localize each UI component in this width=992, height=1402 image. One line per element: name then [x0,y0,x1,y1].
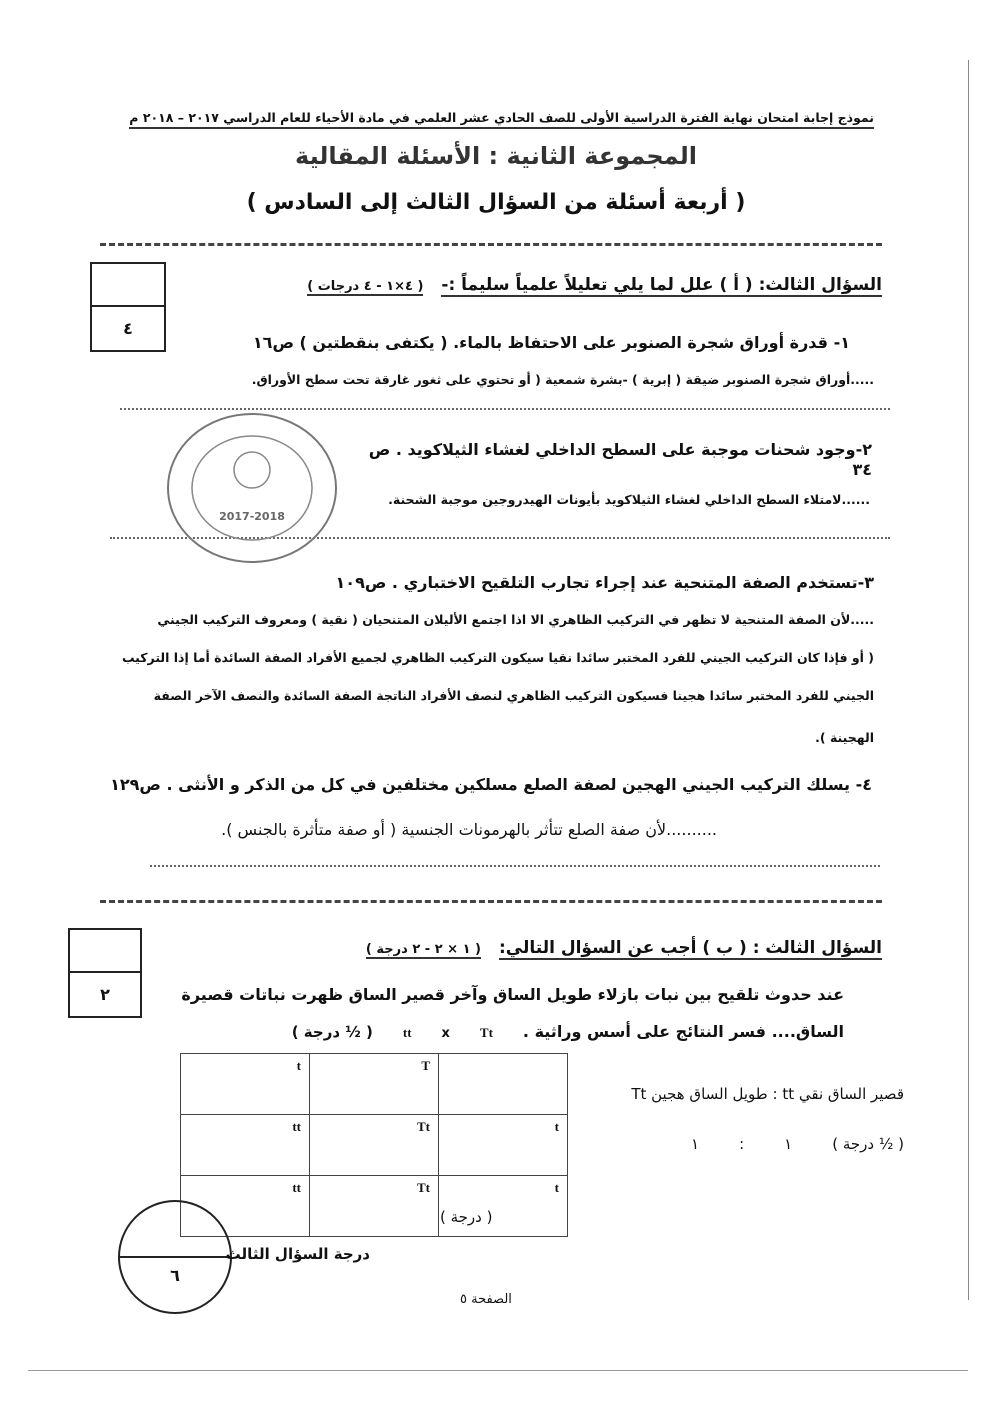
q3a-answer-3-cont: ( أو فإذا كان التركيب الجيني للفرد المختبر سائدا نقيا سيكون التركيب الظاهري لجميع الأفراد الصفة السائدة أما إذا التركيب [121,650,874,665]
punnett-cell: Tt [310,1115,439,1176]
punnett-cell: t [181,1054,310,1115]
answer-line [150,865,880,867]
q3a-answer-4: ..........لأن صفة الصلع تتأثر بالهرمونات الجنسية ( أو صفة متأثرة بالجنس ). [221,820,717,839]
q3a-title: السؤال الثالث: ( أ ) علل لما يلي تعليلاً علمياً سليماً :- [441,275,882,295]
ministry-stamp [162,408,342,568]
genotype-result: Tt طويل الساق هجين : tt قصير الساق نقي [631,1085,904,1103]
q3a-item-1: ١- قدرة أوراق شجرة الصنوبر على الاحتفاظ بالماء. ( يكتفى بنقطتين ) ص١٦ [252,333,850,352]
punnett-square [180,1053,568,1237]
punnett-cell: Tt [310,1176,439,1237]
ratio-sep: : [739,1135,745,1153]
cross-symbol: x [441,1026,450,1041]
q3b-line-1: عند حدوث تلقيح بين نبات بازلاء طويل الساق وآخر قصير الساق ظهرت نباتات قصيرة [181,985,844,1004]
punnett-cell: tt [181,1115,310,1176]
q3b-heading [366,938,882,960]
divider [100,900,882,903]
q3a-answer-2: ......لامتلاء السطح الداخلي لغشاء الثيلاكويد بأيونات الهيدروجين موجبة الشحنة. [388,492,870,507]
q3a-item-3: ٣-تستخدم الصفة المتنحية عند إجراء تجارب التلقيح الاختباري . ص١٠٩ [335,573,874,592]
page-number: الصفحة ٥ [460,1292,512,1307]
parent-1: Tt [479,1025,493,1040]
q3b-title: السؤال الثالث : ( ب ) أجب عن السؤال التالي: [499,938,882,958]
punnett-cell: T [310,1054,439,1115]
q3a-answer-1: .....أوراق شجرة الصنوبر ضيقة ( إبرية ) -بشرة شمعية ( أو تحتوي على ثغور غارقة تحت سطح الأوراق. [251,372,874,387]
q3a-answer-3: .....لأن الصفة المتنحية لا تظهر في التركيب الظاهري الا اذا اجتمع الأليلان المتنحيان ( نقية ) ومعروف التركيب الجيني [157,612,874,627]
group-title: المجموعة الثانية : الأسئلة المقالية [295,142,697,170]
q3a-heading [307,275,882,297]
q3b-cross-row [292,1022,844,1041]
group-subtitle: ( أربعة أسئلة من السؤال الثالث إلى السادس ) [246,190,746,215]
q3a-answer-3-cont: الهجينة ). [815,730,874,745]
ratio-a: ١ [691,1135,700,1153]
stamp-year: 2017-2018 [219,510,285,523]
ratio-b: ١ [784,1135,793,1153]
cross-mark: ( ½ درجة ) [291,1023,373,1041]
page-edge-bottom [28,1370,968,1371]
total-score-circle [118,1200,232,1314]
punnett-cell: t [439,1115,568,1176]
parent-2: tt [402,1025,412,1040]
score-value: ٢ [100,985,110,1004]
punnett-cell: tt [181,1176,310,1237]
punnett-cell [439,1054,568,1115]
score-value: ٤ [123,319,133,338]
ratio-mark: ( ½ درجة ) [832,1135,904,1153]
q3a-marks: ( ٤×١ - ٤ درجات ) [307,279,424,294]
q3b-line-2: الساق.... فسر النتائج على أسس وراثية . [522,1022,844,1041]
total-score: ٦ [170,1266,180,1285]
q3b-marks: ( ١ × ٢ - ٢ درجة ) [365,942,481,957]
q3a-answer-3-cont: الجيني للفرد المختبر سائدا هجينا فسيكون التركيب الظاهري لنصف الأفراد الناتجة الصفة السائدة والنصف الآخر الصفة [153,688,874,703]
punnett-cell: t [439,1176,568,1237]
ratio-row [691,1135,904,1153]
table-mark: ( درجة ) [440,1208,493,1226]
total-label: درجة السؤال الثالث [225,1245,370,1263]
score-box-q3b [68,928,142,1018]
header: نموذج إجابة امتحان نهاية الفترة الدراسية الأولى للصف الحادي عشر العلمي في مادة الأحياء للعام الدراسي ٢٠١٧ – ٢٠١٨ م [129,110,874,129]
q3a-item-4: ٤- يسلك التركيب الجيني الهجين لصفة الصلع مسلكين مختلفين في كل من الذكر و الأنثى . ص١٢٩ [110,775,872,794]
divider [100,243,882,246]
page-edge [968,60,969,1300]
score-box-q3a [90,262,166,352]
q3a-item-2: ٢-وجود شحنات موجبة على السطح الداخلي لغشاء الثيلاكويد . ص ٣٤ [368,440,872,479]
